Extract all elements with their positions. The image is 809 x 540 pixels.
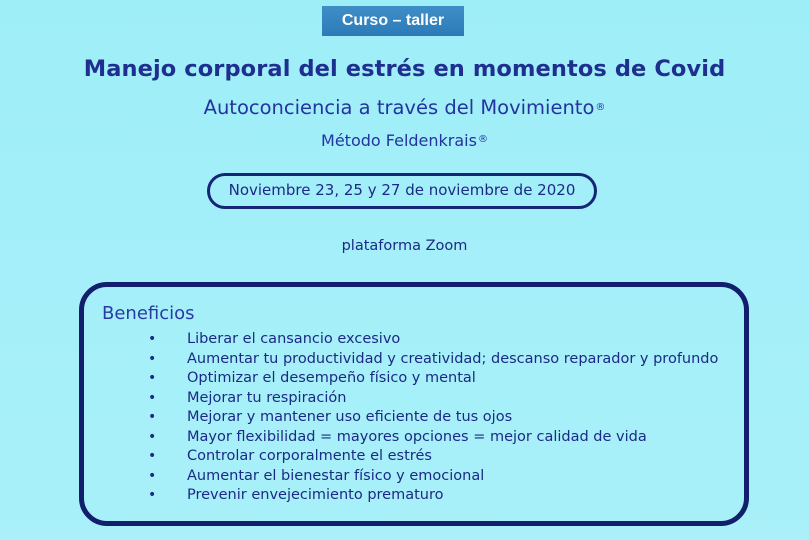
bullet-icon: • [148, 331, 157, 347]
benefit-item [144, 428, 718, 448]
method-name [0, 131, 809, 150]
page-subtitle [0, 96, 809, 119]
benefit-text: Controlar corporalmente el estrés [187, 448, 432, 464]
benefit-item [144, 330, 718, 350]
benefit-item [144, 408, 718, 428]
benefit-text: Aumentar tu productividad y creatividad; descanso reparador y profundo [187, 350, 719, 367]
benefit-item [144, 350, 718, 370]
benefits-title: Beneficios [102, 303, 195, 324]
bullet-icon: • [148, 448, 157, 464]
benefits-list [144, 330, 718, 506]
benefits-box [79, 282, 749, 526]
platform-text: plataforma Zoom [341, 238, 468, 254]
benefit-item [144, 389, 718, 409]
benefit-text: Liberar el cansancio excesivo [187, 331, 401, 347]
benefit-text: Mejorar y mantener uso eficiente de tus ojos [187, 409, 513, 425]
benefit-item [144, 486, 718, 506]
bullet-icon: • [148, 467, 157, 484]
bullet-icon: • [148, 370, 157, 386]
method-text: Método Feldenkrais [321, 131, 477, 150]
subtitle-text: Autoconciencia a través del Movimiento [203, 96, 595, 119]
bullet-icon: • [148, 350, 157, 367]
bullet-icon: • [148, 409, 157, 425]
bullet-icon: • [148, 389, 157, 406]
registered-mark: ® [477, 134, 488, 145]
dates-text: Noviembre 23, 25 y 27 de noviembre de 2020 [228, 181, 576, 199]
dates-box [207, 173, 597, 209]
benefit-item [144, 369, 718, 389]
page-title: Manejo corporal del estrés en momentos de Covid [83, 56, 726, 82]
bullet-icon: • [148, 487, 157, 503]
benefit-text: Optimizar el desempeño físico y mental [187, 370, 476, 386]
benefit-item [144, 447, 718, 467]
benefit-text: Mayor flexibilidad = mayores opciones = mejor calidad de vida [187, 428, 647, 445]
registered-mark: ® [595, 102, 606, 113]
benefit-text: Mejorar tu respiración [187, 389, 347, 406]
bullet-icon: • [148, 428, 157, 445]
benefit-text: Prevenir envejecimiento prematuro [187, 487, 444, 503]
benefit-item [144, 467, 718, 487]
benefit-text: Aumentar el bienestar físico y emocional [187, 467, 485, 484]
course-tag-badge: Curso – taller [322, 6, 464, 36]
